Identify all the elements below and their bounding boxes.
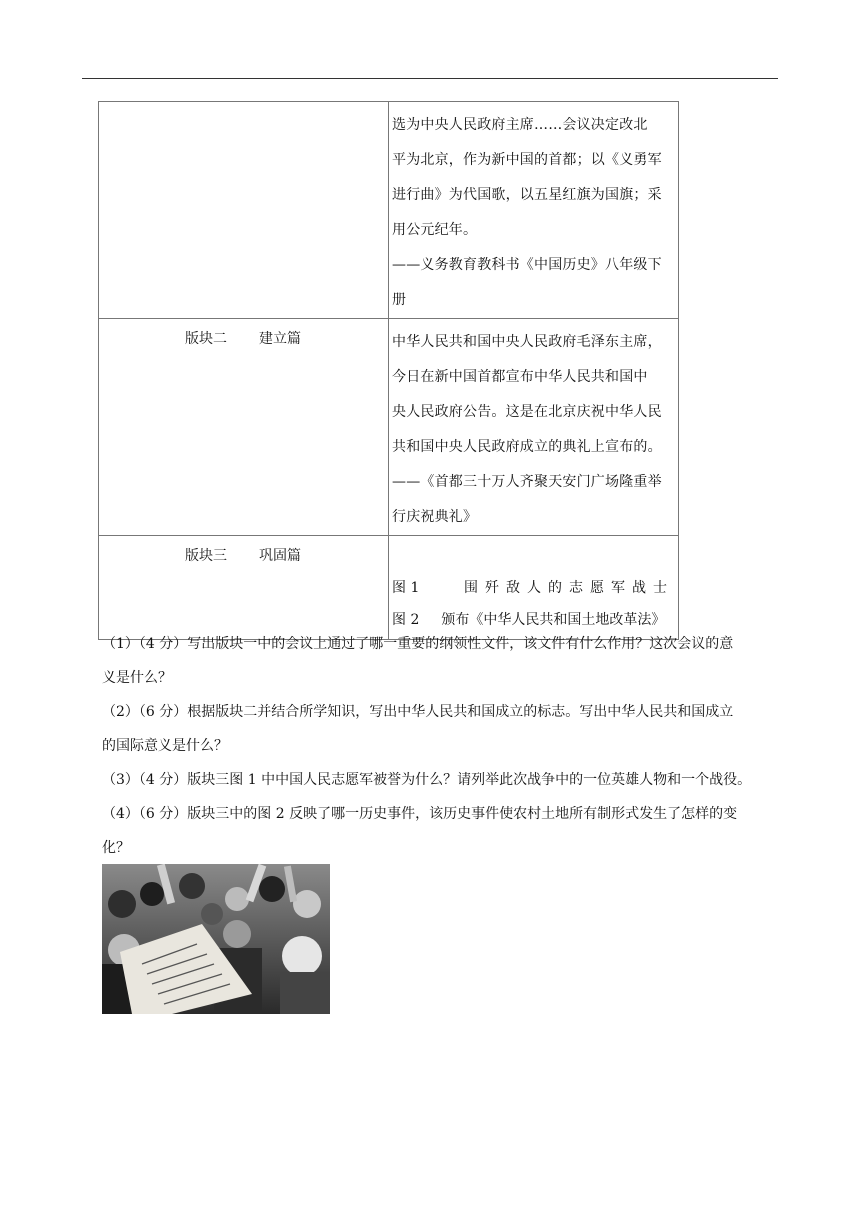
- text-line: ——义务教育教科书《中国历史》八年级下: [392, 257, 662, 273]
- row3-left-cell: [99, 536, 389, 640]
- text-line: ——《首都三十万人齐聚天安门广场隆重举: [392, 474, 662, 490]
- crowd-photo-illustration: [102, 864, 330, 1014]
- question-line: 义是什么？: [102, 670, 172, 686]
- table-row: [99, 319, 679, 536]
- text-line: 中华人民共和国中央人民政府毛泽东主席，: [392, 334, 662, 350]
- section-label-3: 版块三 巩固篇: [185, 548, 301, 564]
- header-rule: [82, 78, 778, 79]
- table-row: [99, 536, 679, 640]
- figure-1-number: 图 1: [392, 580, 420, 596]
- text-line: 选为中央人民政府主席……会议决定改北: [392, 117, 648, 133]
- question-line: （4）（6 分）版块三中的图 2 反映了哪一历史事件，该历史事件使农村土地所有制形式发生了怎样的变: [102, 806, 738, 822]
- figure-1-text: 围歼敌人的志愿军战士: [464, 580, 674, 596]
- question-line: 的国际意义是什么？: [102, 738, 228, 754]
- text-line: 今日在新中国首都宣布中华人民共和国中: [392, 369, 648, 385]
- row1-text: [389, 102, 678, 318]
- question-line: 化？: [102, 840, 130, 856]
- figure-1-caption: [389, 573, 678, 603]
- row1-left-cell: [99, 102, 389, 319]
- text-line: 册: [392, 292, 407, 308]
- section-label-2: 版块二 建立篇: [185, 331, 301, 347]
- table-row: [99, 102, 679, 319]
- row1-right-cell: [389, 102, 679, 319]
- figure-2-number: 图 2: [392, 612, 420, 628]
- land-reform-photo: [102, 864, 330, 1014]
- exam-table: [98, 101, 679, 640]
- text-line: 行庆祝典礼》: [392, 509, 478, 525]
- row2-right-cell: [389, 319, 679, 536]
- text-line: 进行曲》为代国歌，以五星红旗为国旗；采: [392, 187, 662, 203]
- text-line: 共和国中央人民政府成立的典礼上宣布的。: [392, 439, 662, 455]
- text-line: 用公元纪年。: [392, 222, 478, 238]
- question-line: （1）（4 分）写出版块一中的会议上通过了哪一重要的纲领性文件，该文件有什么作用？这次会议的意: [102, 636, 734, 652]
- text-line: 央人民政府公告。这是在北京庆祝中华人民: [392, 404, 662, 420]
- row3-right-cell: [389, 536, 679, 640]
- row2-left-cell: [99, 319, 389, 536]
- question-line: （2）（6 分）根据版块二并结合所学知识，写出中华人民共和国成立的标志。写出中华人民共和国成立: [102, 704, 734, 720]
- question-line: （3）（4 分）版块三图 1 中中国人民志愿军被誉为什么？请列举此次战争中的一位英雄人物和一个战役。: [102, 772, 752, 788]
- row2-text: [389, 319, 678, 535]
- questions-block: [102, 627, 782, 865]
- text-line: 平为北京，作为新中国的首都；以《义勇军: [392, 152, 662, 168]
- figure-2-text: 颁布《中华人民共和国土地改革法》: [441, 612, 666, 628]
